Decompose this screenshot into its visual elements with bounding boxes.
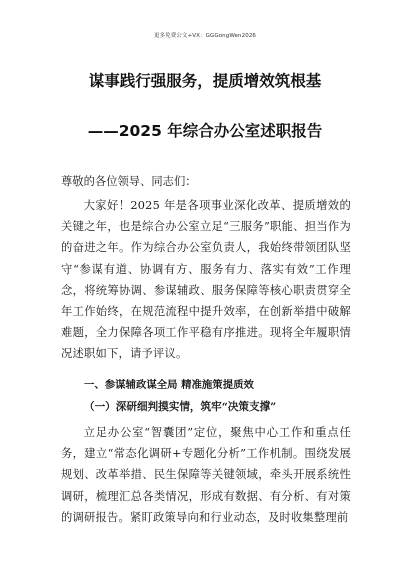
intro-paragraph: 大家好！2025 年是各项事业深化改革、提质增效的关键之年，也是综合办公室立足“三服务”职能、担当作为的奋进之年。作为综合办公室负责人，我始终带领团队坚守“参谋有道、协调有方、服务有力、落实有效”工作理念，将统筹协调、参谋辅政、服务保障等核心职责贯穿全年工作始终，在规范流程中提升效率，在创新举措中破解难题，全力保障各项工作平稳有序推进。现将全年履职情况述职如下，请予评议。 — [61, 199, 351, 361]
subsection-heading: （一）深研细判摸实情，筑牢“决策支撑” — [84, 401, 277, 413]
document-subtitle: ——2025 年综合办公室述职报告 — [87, 122, 323, 140]
section-heading: 一、参谋辅政谋全局 精准施策提质效 — [84, 379, 254, 391]
subsection-paragraph: 立足办公室“智囊团”定位，聚焦中心工作和重点任务，建立“常态化调研+专题化分析”工作机制。围绕发展规划、改革举措、民生保障等关键领域，牵头开展系统性调研，梳理汇总各类情况，形成有数据、有分析、有对策的调研报告。紧盯政策导向和行业动态，及时收集整理前 — [61, 426, 351, 524]
document-title: 谋事践行强服务，提质增效筑根基 — [88, 72, 322, 90]
salutation: 尊敬的各位领导、同志们： — [61, 175, 197, 188]
header-note: 更多免费公文+VX：GGGongWen2026 — [153, 33, 257, 39]
